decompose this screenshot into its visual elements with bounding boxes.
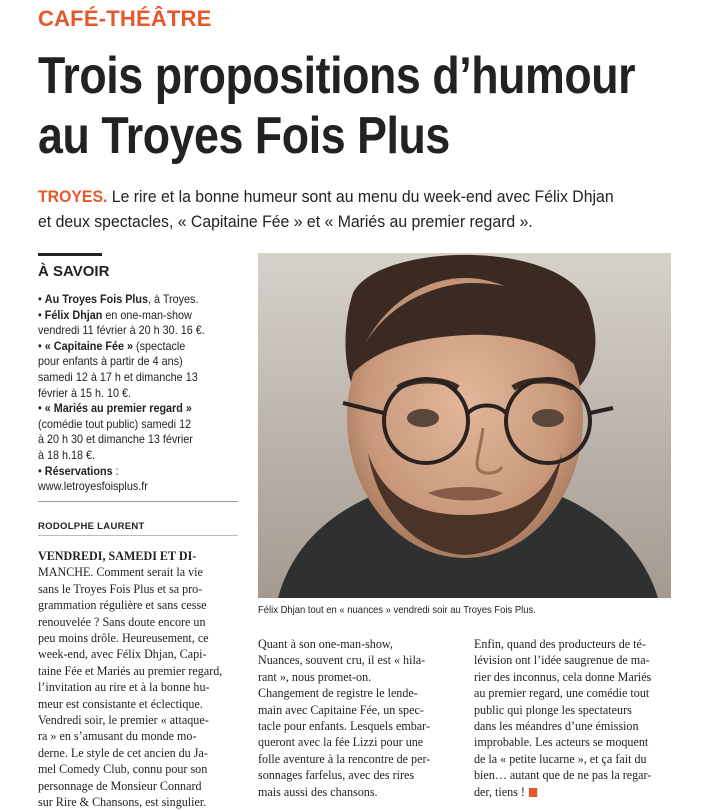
- headline-line-1: Trois propositions d’humour: [38, 47, 636, 105]
- end-mark-icon: [529, 788, 537, 797]
- column-line: lévision ont l’idée saugrenue de ma-: [474, 652, 650, 668]
- savoir-title: À SAVOIR: [38, 263, 110, 280]
- article-column-3: [474, 636, 674, 800]
- savoir-item-line: vendredi 11 février à 20 h 30. 16 €.: [38, 323, 205, 338]
- savoir-item-line: février à 15 h. 10 €.: [38, 385, 132, 400]
- lead-place: TROYES.: [38, 187, 108, 206]
- column-last-text: der, tiens !: [474, 783, 525, 799]
- savoir-top-bar: [38, 253, 102, 256]
- byline-rule: [38, 535, 238, 536]
- column-line: rier des inconnus, cela donne Mariés: [474, 668, 652, 684]
- column-line: Vendredi soir, le premier « attaque-: [38, 712, 209, 728]
- column-line: de la « petite lucarne », et ça fait du: [474, 750, 647, 766]
- column-line: derne. Le style de cet ancien du Ja-: [38, 744, 208, 760]
- savoir-item-bold: Au Troyes Fois Plus: [44, 292, 149, 306]
- savoir-item-rest: , à Troyes.: [148, 292, 199, 306]
- savoir-item-line: samedi 12 à 17 h et dimanche 13: [38, 369, 198, 384]
- savoir-item-line: • Au Troyes Fois Plus, à Troyes.: [38, 292, 199, 306]
- lead-text-1: Le rire et la bonne humeur sont au menu du week-end avec Félix Dhjan: [107, 187, 614, 206]
- column-line: main avec Capitaine Fée, un spec-: [258, 701, 424, 717]
- headline-line-2: au Troyes Fois Plus: [38, 107, 450, 165]
- column-line: VENDREDI, SAMEDI ET DI-: [38, 548, 197, 563]
- column-line: mel Comedy Club, connu pour son: [38, 761, 208, 777]
- savoir-item-line: à 18 h.18 €.: [38, 447, 96, 462]
- column-line: dans les méandres d’une émission: [474, 718, 639, 734]
- savoir-item-line: pour enfants à partir de 4 ans): [38, 354, 183, 369]
- savoir-list: [38, 292, 238, 495]
- column-line: sans le Troyes Fois Plus et sa pro-: [38, 580, 203, 596]
- headline: [38, 46, 636, 166]
- column-line: grammation régulière et sans cesse: [38, 597, 207, 613]
- lead-paragraph: [38, 184, 678, 234]
- column-line: Quant à son one-man-show,: [258, 636, 393, 651]
- column-line: rant », nous promet-on.: [258, 668, 372, 684]
- savoir-item-felix: [38, 308, 218, 339]
- column-line: Nuances, souvent cru, il est « hila-: [258, 652, 426, 668]
- savoir-bottom-rule: [38, 501, 238, 502]
- savoir-item-line: à 20 h 30 et dimanche 13 février: [38, 432, 193, 447]
- savoir-item-bold: « Mariés au premier regard »: [44, 401, 192, 416]
- savoir-item-reservations: [38, 464, 218, 495]
- savoir-item-line: • Réservations :: [38, 463, 119, 478]
- savoir-item-rest: en one-man-show: [102, 307, 192, 322]
- article-column-1: [38, 548, 238, 811]
- savoir-item-venue: [38, 292, 218, 308]
- column-line-last: [474, 784, 660, 800]
- column-line: renouvelée ? Sans doute encore un: [38, 613, 206, 629]
- portrait-illustration: [258, 253, 671, 598]
- column-line: bien… autant que de ne pas la regar-: [474, 767, 652, 783]
- savoir-website-link[interactable]: www.letroyesfoisplus.fr: [38, 479, 148, 494]
- column-line: MANCHE. Comment serait la vie: [38, 564, 203, 580]
- column-line: Enfin, quand des producteurs de té-: [474, 636, 646, 651]
- column-line: Changement de registre le lende-: [258, 685, 418, 701]
- savoir-item-maries: [38, 401, 218, 463]
- column-line: l’invitation au rire et à la bonne hu-: [38, 679, 210, 695]
- rubric: CAFÉ-THÉÂTRE: [38, 6, 212, 31]
- savoir-item-bold: Réservations: [44, 463, 113, 478]
- savoir-item-line: • Félix Dhjan en one-man-show: [38, 307, 192, 322]
- photo-caption: Félix Dhjan tout en « nuances » vendredi soir au Troyes Fois Plus.: [258, 604, 536, 616]
- column-line: mais aussi des chansons.: [258, 783, 378, 799]
- article-column-2: [258, 636, 458, 800]
- portrait-photo: [258, 253, 671, 598]
- column-line: folle aventure à la rencontre de per-: [258, 750, 431, 766]
- savoir-item-rest: (spectacle: [133, 338, 186, 353]
- column-line: personnage de Monsieur Connard: [38, 777, 202, 793]
- lead-line-1: [38, 184, 633, 209]
- column-line: peu moins drôle. Heureusement, ce: [38, 630, 209, 646]
- lead-line-2: et deux spectacles, « Capitaine Fée » et « Mariés au premier regard ».: [38, 212, 533, 231]
- column-line: au premier regard, une comédie tout: [474, 685, 650, 701]
- column-line: ra » en s’amusant du monde mo-: [38, 728, 197, 744]
- savoir-item-line: • « Mariés au premier regard »: [38, 401, 192, 416]
- savoir-item-bold: Félix Dhjan: [44, 307, 103, 322]
- column-line: sur Rire & Chansons, est singulier.: [38, 794, 207, 810]
- column-line: tacle pour enfants. Lesquels embar-: [258, 718, 430, 734]
- column-line: sonnages farfelus, avec des rires: [258, 767, 415, 783]
- byline: RODOLPHE LAURENT: [38, 521, 145, 532]
- savoir-item-line: • « Capitaine Fée » (spectacle: [38, 338, 186, 353]
- column-line: meur est consistante et éclectique.: [38, 695, 203, 711]
- column-line: week-end, avec Félix Dhjan, Capi-: [38, 646, 207, 662]
- column-line: improbable. Les acteurs se moquent: [474, 734, 649, 750]
- column-line: taine Fée et Mariés au premier regard,: [38, 662, 223, 678]
- savoir-item-line: (comédie tout public) samedi 12: [38, 416, 192, 431]
- savoir-item-bold: « Capitaine Fée »: [44, 338, 134, 353]
- column-line: queront avec la fée Lizzi pour une: [258, 734, 424, 750]
- savoir-item-capitaine: [38, 339, 218, 401]
- savoir-item-rest: :: [112, 463, 119, 478]
- column-line: public qui plonge les spectateurs: [474, 701, 632, 717]
